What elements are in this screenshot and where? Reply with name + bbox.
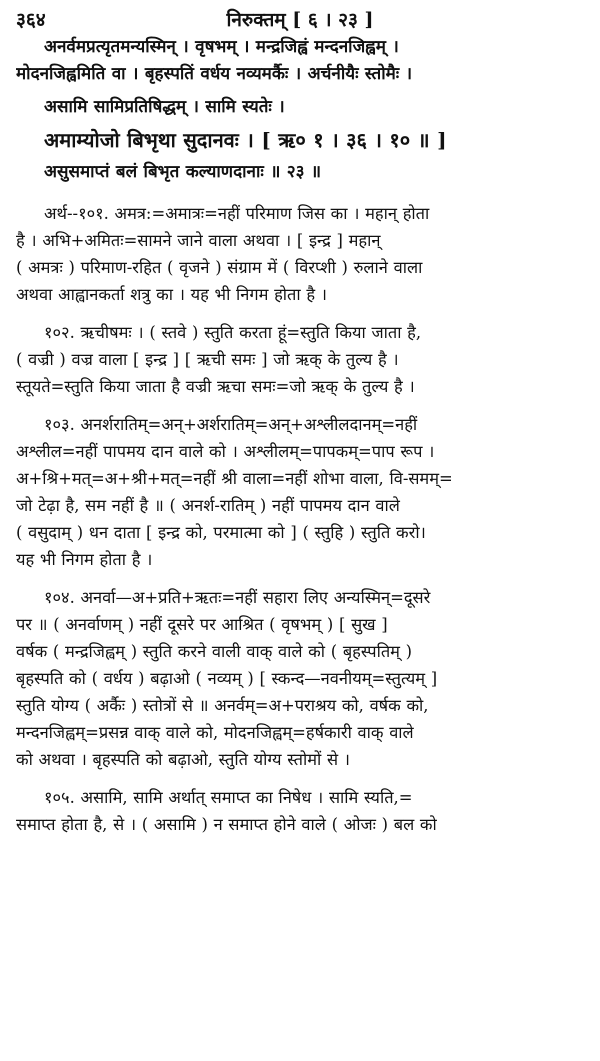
paragraph-104 [16,584,584,773]
text-line: जो टेढ़ा है, सम नहीं है ॥ ( अनर्श-रातिम् ) नहीं पापमय दान वाले [16,496,400,515]
text-line: अर्थ--१०१. अमत्र:=अमात्रः=नहीं परिमाण जिस का । महान् होता [44,204,430,223]
text-line: असुसमाप्तं बलं बिभृत कल्याणदानाः ॥ २३ ॥ [44,162,322,182]
text-line: ( अमत्रः ) परिमाण-रहित ( वृजने ) संग्राम में ( विरप्शी ) रुलाने वाला [16,258,423,277]
text-line: स्तुति योग्य ( अर्कैः ) स्तोत्रों से ॥ अनर्वम्=अ+पराश्रय को, वर्षक को, [16,696,429,715]
text-line: अ+श्रि+मत्=अ+श्री+मत्=नहीं श्री वाला=नहीं शोभा वाला, वि-समम्= [16,469,453,488]
text-line: पर ॥ ( अनर्वाणम् ) नहीं दूसरे पर आश्रित ( वृषभम् ) [ सुख ] [16,615,388,634]
text-line: अश्लील=नहीं पापमय दान वाले को । अश्लीलम्=पापकम्=पाप रूप । [16,442,435,461]
text-line: अथवा आह्वानकर्ता शत्रु का । यह भी निगम होता है । [16,285,327,304]
text-line: अमाम्योजो बिभृथा सुदानवः । [ ऋ० १ । ३६ । १० ॥ ] [44,128,447,152]
paragraph-101 [16,200,584,308]
text-line: अनर्वमप्रत्यृतमन्यस्मिन् । वृषभम् । मन्द्रजिह्वं मन्दनजिह्वम् । [44,37,399,57]
text-line: ( वज्री ) वज्र वाला [ इन्द्र ] [ ऋची समः ] जो ऋक् के तुल्य है । [16,350,399,369]
paragraph-103 [16,411,584,573]
text-line: वर्षक ( मन्द्रजिह्वम् ) स्तुति करने वाली वाक् वाले को ( बृहस्पतिम् ) [16,642,413,661]
text-line: १०४. अनर्वा—अ+प्रति+ऋतः=नहीं सहारा लिए अन्यस्मिन्=दूसरे [44,588,431,607]
verse-block-2 [16,94,584,121]
page-header [16,4,584,34]
verse-block-3 [16,159,584,186]
text-line: १०५. असामि, सामि अर्थात् समाप्त का निषेध । सामि स्यति,= [44,788,413,807]
text-line: समाप्त होता है, से । ( असामि ) न समाप्त होने वाले ( ओजः ) बल को [16,815,437,834]
text-line: ( वसुदाम् ) धन दाता [ इन्द्र को, परमात्मा को ] ( स्तुहि ) स्तुति करो। [16,523,426,542]
text-line: मन्दनजिह्वम्=प्रसन्न वाक् वाले को, मोदनजिह्वम्=हर्षकारी वाक् वाले [16,723,414,742]
paragraph-105 [16,784,584,838]
verse-block-1 [16,34,584,88]
rigveda-quote [16,125,584,155]
text-line: १०३. अनर्शरातिम्=अन्+अर्शरातिम्=अन्+अश्लीलदानम्=नहीं [44,415,418,434]
text-line: १०२. ऋचीषमः । ( स्तवे ) स्तुति करता हूं=स्तुति किया जाता है, [44,323,422,342]
paragraph-102 [16,319,584,400]
text-line: असामि सामिप्रतिषिद्धम् । सामि स्यतेः । [44,97,285,117]
page-number: ३६४ [16,9,46,31]
text-line: स्तूयते=स्तुति किया जाता है वज्री ऋचा समः=जो ऋक् के तुल्य है । [16,377,415,396]
text-line: है । अभि+अमितः=सामने जाने वाला अथवा । [ इन्द्र ] महान् [16,231,381,250]
running-title: निरुक्तम् [ ६ । २३ ] [226,9,374,31]
text-line: को अथवा । बृहस्पति को बढ़ाओ, स्तुति योग्य स्तोमों से । [16,750,350,769]
text-line: बृहस्पति को ( वर्धय ) बढ़ाओ ( नव्यम् ) [ स्कन्द—नवनीयम्=स्तुत्यम् ] [16,669,438,688]
text-line: मोदनजिह्वमिति वा । बृहस्पतिं वर्धय नव्यमर्कैः । अर्चनीयैः स्तोमैः । [16,64,413,84]
text-line: यह भी निगम होता है । [16,550,153,569]
